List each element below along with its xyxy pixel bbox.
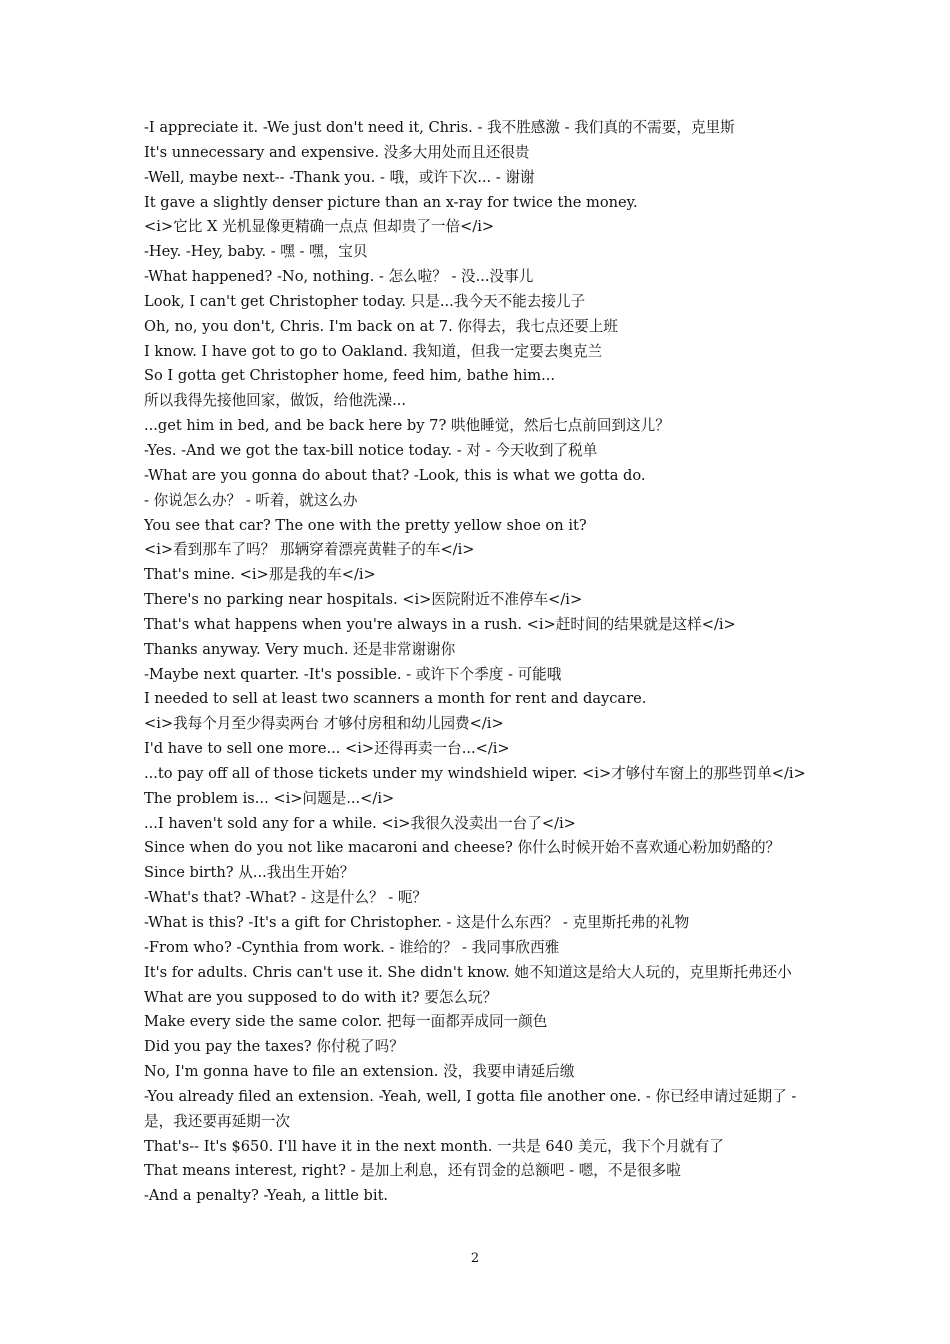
text-line: What are you supposed to do with it? 要怎么玩？ [144, 988, 498, 1006]
text-line: 所以我得先接他回家，做饭，给他洗澡... [144, 392, 407, 410]
text-line: -From who? -Cynthia from work. - 谁给的？ - 我同事欣西雅 [144, 938, 560, 956]
text-line: That's what happens when you're always in a rush. <i>赶时间的结果就是这样</i> [144, 615, 736, 633]
text-line: -Maybe next quarter. -It's possible. - 或许下个季度 - 可能哦 [144, 665, 562, 683]
text-line: No, I'm gonna have to file an extension. 没，我要申请延后缴 [144, 1063, 575, 1081]
text-line: ...get him in bed, and be back here by 7? 哄他睡觉，然后七点前回到这儿？ [144, 417, 670, 435]
text-line: That means interest, right? - 是加上利息，还有罚金的总额吧 - 嗯，不是很多啦 [144, 1162, 681, 1180]
text-line: -Yes. -And we got the tax-bill notice today. - 对 - 今天收到了税单 [144, 441, 598, 459]
text-line: -Hey. -Hey, baby. - 嘿 - 嘿，宝贝 [144, 243, 368, 261]
text-line: Did you pay the taxes? 你付税了吗？ [144, 1038, 404, 1056]
text-line: Thanks anyway. Very much. 还是非常谢谢你 [144, 640, 456, 658]
page-number: 2 [470, 1251, 480, 1266]
text-line: That's mine. <i>那是我的车</i> [144, 566, 376, 584]
text-line: -What are you gonna do about that? -Look, this is what we gotta do. [144, 466, 646, 484]
text-line: <i>看到那车了吗？ 那辆穿着漂亮黄鞋子的车</i> [144, 541, 475, 559]
text-line: <i>我每个月至少得卖两台 才够付房租和幼儿园费</i> [144, 715, 504, 733]
text-line: -What's that? -What? - 这是什么？ - 呃？ [144, 889, 428, 907]
text-line: 是，我还要再延期一次 [144, 1112, 290, 1130]
text-line: I know. I have got to go to Oakland. 我知道，但我一定要去奥克兰 [144, 342, 603, 360]
text-line: I needed to sell at least two scanners a month for rent and daycare. [144, 690, 647, 708]
text-line: It's unnecessary and expensive. 没多大用处而且还很贵 [144, 143, 530, 161]
text-line: - 你说怎么办？ - 听着，就这么办 [144, 491, 358, 509]
text-line: -What happened? -No, nothing. - 怎么啦？ - 没...没事儿 [144, 268, 534, 286]
text-line: <i>它比 X 光机显像更精确一点点 但却贵了一倍</i> [144, 218, 495, 236]
text-line: Make every side the same color. 把每一面都弄成同一颜色 [144, 1013, 548, 1031]
text-line: You see that car? The one with the pretty yellow shoe on it? [144, 516, 587, 534]
text-line: Since when do you not like macaroni and cheese? 你什么时候开始不喜欢通心粉加奶酪的？ [144, 839, 781, 857]
text-line: -And a penalty? -Yeah, a little bit. [144, 1187, 389, 1205]
text-line: Look, I can't get Christopher today. 只是...我今天不能去接儿子 [144, 292, 586, 310]
text-line: Oh, no, you don't, Chris. I'm back on at 7. 你得去，我七点还要上班 [144, 317, 618, 335]
text-line: So I gotta get Christopher home, feed him, bathe him... [144, 367, 556, 385]
text-line: It gave a slightly denser picture than an x-ray for twice the money. [144, 193, 638, 211]
text-line: -What is this? -It's a gift for Christopher. - 这是什么东西？ - 克里斯托弗的礼物 [144, 914, 690, 931]
subtitle-text-block [144, 116, 824, 1209]
text-line: -Well, maybe next-- -Thank you. - 哦，或许下次... - 谢谢 [144, 168, 535, 186]
text-line: Since birth? 从...我出生开始？ [144, 864, 355, 882]
text-line: ...to pay off all of those tickets under my windshield wiper. <i>才够付车窗上的那些罚单</i> [144, 764, 806, 782]
text-line: -I appreciate it. -We just don't need it, Chris. - 我不胜感激 - 我们真的不需要，克里斯 [144, 119, 735, 136]
text-line: That's-- It's $650. I'll have it in the next month. 一共是 640 美元，我下个月就有了 [144, 1137, 724, 1155]
text-line: It's for adults. Chris can't use it. She didn't know. 她不知道这是给大人玩的，克里斯托弗还小 [144, 963, 792, 981]
text-line: I'd have to sell one more... <i>还得再卖一台...</i> [144, 740, 510, 758]
text-line: The problem is... <i>问题是...</i> [144, 789, 395, 807]
text-line: There's no parking near hospitals. <i>医院附近不准停车</i> [144, 591, 583, 609]
text-line: -You already filed an extension. -Yeah, well, I gotta file another one. - 你已经申请过延期了 - [144, 1087, 797, 1105]
text-line: ...I haven't sold any for a while. <i>我很久没卖出一台了</i> [144, 814, 576, 832]
